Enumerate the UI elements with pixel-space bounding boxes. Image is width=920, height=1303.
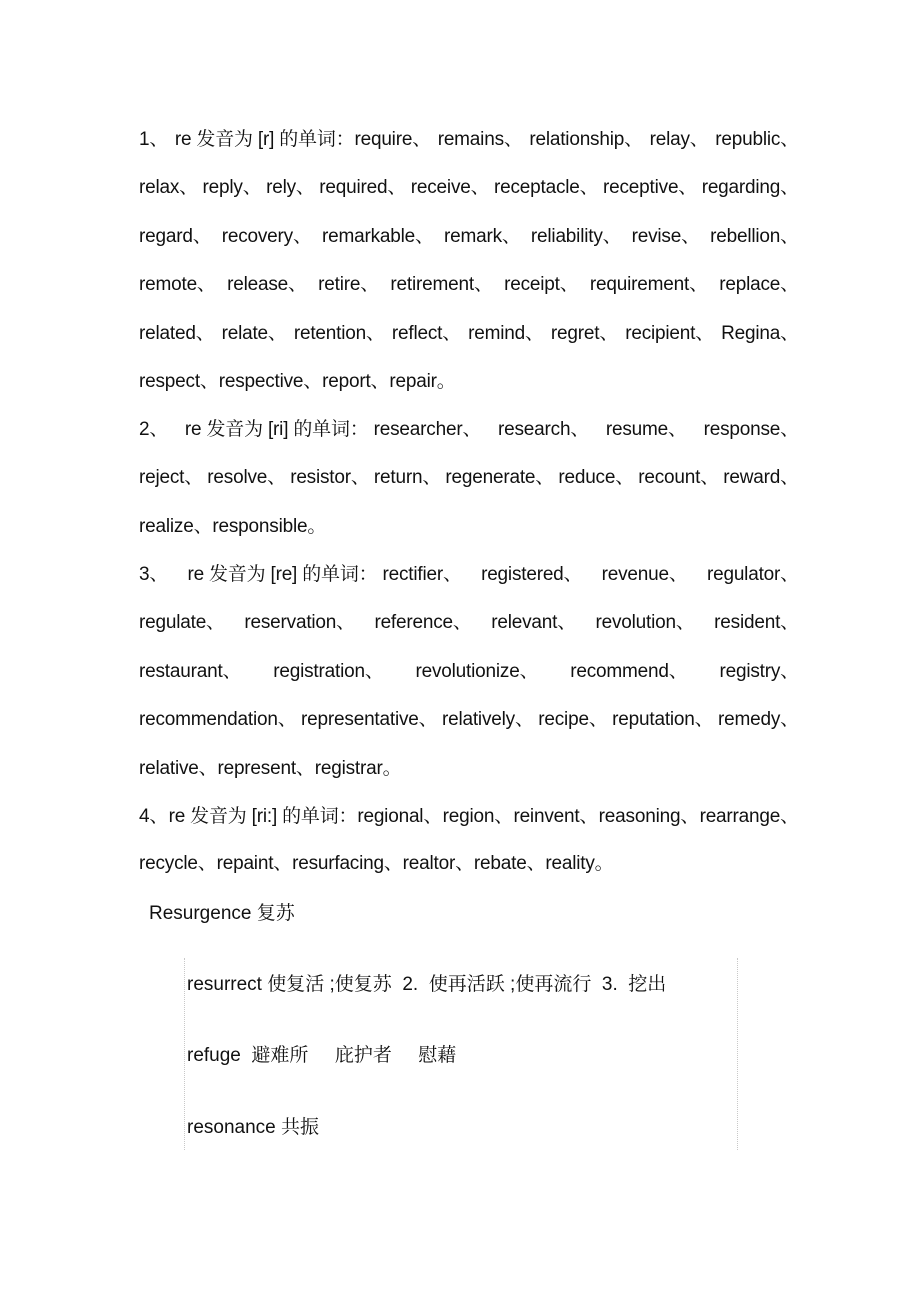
section-2-line-2 bbox=[139, 466, 799, 490]
section-2-line-3: realize、responsible。 bbox=[139, 516, 327, 537]
word-token: resume、 bbox=[605, 419, 687, 440]
word-token: republic、 bbox=[715, 129, 799, 150]
word-token: reduce、 bbox=[558, 467, 635, 488]
word-token: reliability、 bbox=[530, 226, 622, 247]
word-token: recipe、 bbox=[538, 709, 608, 730]
word-token: recipient、 bbox=[625, 323, 715, 344]
section-1-line-5 bbox=[139, 322, 799, 346]
word-token: remote、 bbox=[139, 274, 216, 295]
word-token: receptacle、 bbox=[493, 177, 599, 198]
word-token: retire、 bbox=[318, 274, 380, 295]
word-token: re 发音为 [ri] 的单词： researcher、 bbox=[184, 419, 482, 440]
section-3-line-5: relative、represent、registrar。 bbox=[139, 758, 402, 779]
word-token: requirement、 bbox=[589, 274, 708, 295]
word-token: resolve、 bbox=[207, 467, 286, 488]
vocab-item-resonance: resonance 共振 bbox=[187, 1117, 320, 1138]
word-token: resident、 bbox=[714, 612, 799, 633]
section-2-line-1 bbox=[139, 418, 799, 442]
section-1-line-1 bbox=[139, 128, 799, 152]
word-token: registration、 bbox=[273, 661, 384, 682]
section-4-line-2: recycle、repaint、resurfacing、realtor、rebate、reality。 bbox=[139, 853, 614, 874]
word-token: reject、 bbox=[139, 467, 204, 488]
word-token: related、 bbox=[139, 323, 215, 344]
word-token: re 发音为 [ri:] 的单词：regional、 bbox=[168, 806, 443, 827]
word-token: region、 bbox=[442, 806, 513, 827]
word-token: receptive、 bbox=[603, 177, 698, 198]
word-token: receipt、 bbox=[504, 274, 579, 295]
word-token: rely、 bbox=[266, 177, 315, 198]
word-token: response、 bbox=[703, 419, 799, 440]
word-token: regulate、 bbox=[139, 612, 225, 633]
word-token: regret、 bbox=[550, 323, 619, 344]
vocab-item-refuge: refuge 避难所 庇护者 慰藉 bbox=[187, 1045, 457, 1066]
word-token: return、 bbox=[373, 467, 442, 488]
section-1-line-2 bbox=[139, 176, 799, 200]
section-4-line-1 bbox=[139, 805, 799, 829]
word-token: reply、 bbox=[202, 177, 262, 198]
word-token: release、 bbox=[227, 274, 307, 295]
word-token: reservation、 bbox=[244, 612, 355, 633]
word-token: replace、 bbox=[719, 274, 799, 295]
word-token: remains、 bbox=[437, 129, 523, 150]
section-3-line-3 bbox=[139, 660, 799, 684]
word-token: 4、 bbox=[139, 806, 169, 827]
word-token: required、 bbox=[319, 177, 407, 198]
section-3-line-4 bbox=[139, 708, 799, 732]
word-token: recount、 bbox=[638, 467, 720, 488]
word-token: relatively、 bbox=[441, 709, 534, 730]
word-token: revolutionize、 bbox=[415, 661, 539, 682]
word-token: restaurant、 bbox=[139, 661, 242, 682]
word-token: re 发音为 [r] 的单词：require、 bbox=[174, 129, 432, 150]
word-token: regarding、 bbox=[701, 177, 799, 198]
word-token: rebellion、 bbox=[710, 226, 799, 247]
vocab-box bbox=[184, 958, 738, 1150]
word-token: relay、 bbox=[649, 129, 709, 150]
word-token: reward、 bbox=[723, 467, 799, 488]
word-token: 2、 bbox=[139, 419, 169, 440]
word-token: reinvent、 bbox=[513, 806, 599, 827]
word-token: registry、 bbox=[719, 661, 799, 682]
word-token: retirement、 bbox=[390, 274, 493, 295]
word-token: remedy、 bbox=[717, 709, 799, 730]
word-token: 3、 bbox=[139, 564, 169, 585]
section-1-line-3 bbox=[139, 225, 799, 249]
vocab-item-resurrect: resurrect 使复活 ;使复苏 2. 使再活跃 ;使再流行 3. 挖出 bbox=[187, 974, 667, 995]
word-token: revise、 bbox=[631, 226, 700, 247]
word-token: rearrange、 bbox=[699, 806, 799, 827]
word-token: revolution、 bbox=[595, 612, 695, 633]
word-token: reflect、 bbox=[391, 323, 462, 344]
word-token: recovery、 bbox=[221, 226, 312, 247]
word-token: 1、 bbox=[139, 129, 169, 150]
word-token: recommend、 bbox=[570, 661, 688, 682]
word-token: regenerate、 bbox=[445, 467, 555, 488]
section-3-line-1 bbox=[139, 563, 799, 587]
word-token: representative、 bbox=[301, 709, 438, 730]
word-token: retention、 bbox=[293, 323, 385, 344]
word-token: reference、 bbox=[374, 612, 472, 633]
word-token: research、 bbox=[498, 419, 590, 440]
word-token: Regina、 bbox=[721, 323, 799, 344]
section-1-line-6: respect、respective、report、repair。 bbox=[139, 371, 456, 392]
word-token: regulator、 bbox=[706, 564, 799, 585]
section-3-line-2 bbox=[139, 611, 799, 635]
word-token: remark、 bbox=[444, 226, 521, 247]
word-token: relationship、 bbox=[529, 129, 643, 150]
word-token: relax、 bbox=[139, 177, 198, 198]
section-1-line-4 bbox=[139, 273, 799, 297]
word-token: resistor、 bbox=[290, 467, 370, 488]
word-token: revenue、 bbox=[601, 564, 688, 585]
word-token: receive、 bbox=[410, 177, 490, 198]
word-token: reasoning、 bbox=[598, 806, 700, 827]
word-token: relevant、 bbox=[491, 612, 576, 633]
word-token: re 发音为 [re] 的单词： rectifier、 bbox=[187, 564, 462, 585]
word-token: remind、 bbox=[468, 323, 544, 344]
word-token: recommendation、 bbox=[139, 709, 297, 730]
word-token: remarkable、 bbox=[321, 226, 434, 247]
word-token: relate、 bbox=[221, 323, 287, 344]
word-token: registered、 bbox=[481, 564, 583, 585]
word-token: reputation、 bbox=[612, 709, 714, 730]
word-token: regard、 bbox=[139, 226, 212, 247]
resurgence-heading: Resurgence 复苏 bbox=[149, 903, 295, 924]
